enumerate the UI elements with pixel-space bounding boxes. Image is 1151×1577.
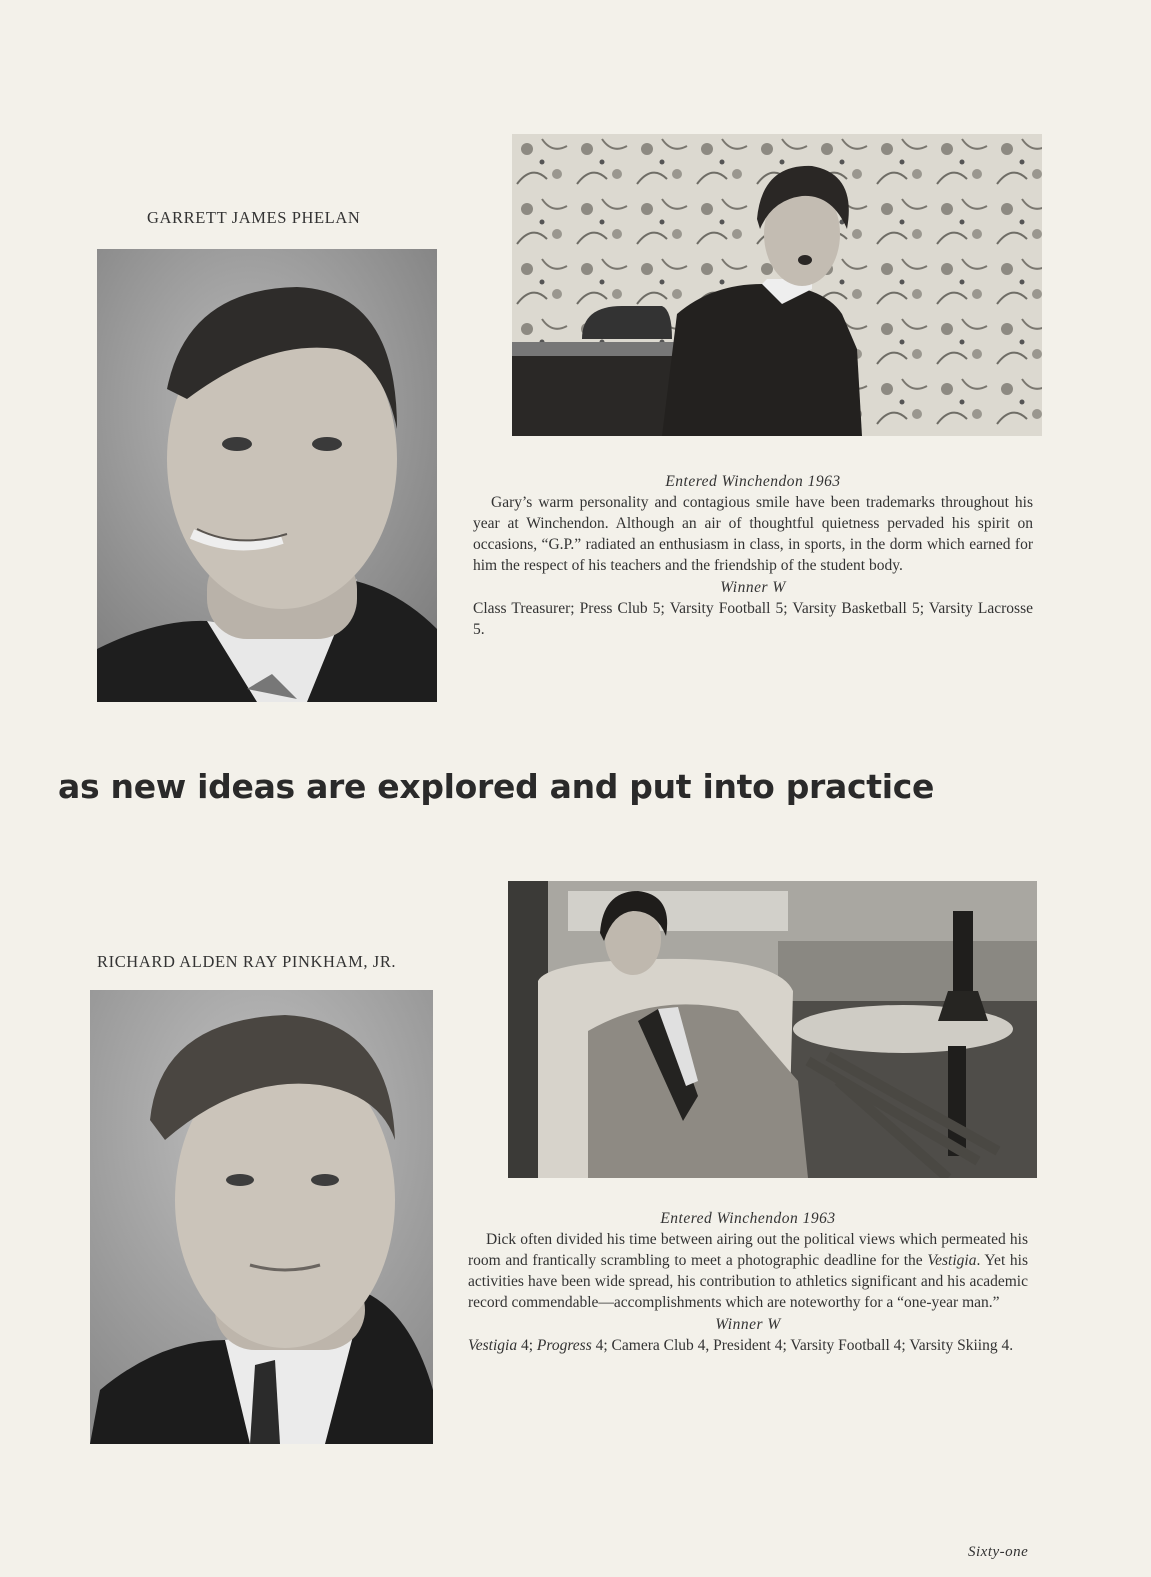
section-tagline: as new ideas are explored and put into practice — [58, 767, 935, 806]
student-name-pinkham: RICHARD ALDEN RAY PINKHAM, JR. — [97, 952, 397, 971]
student-name-phelan: GARRETT JAMES PHELAN — [147, 208, 361, 227]
activity-vestigia: Vestigia — [468, 1337, 518, 1354]
bio-block-phelan — [473, 471, 1033, 640]
bio-text-part: . Yet his activities have been wide spread, his contribution to athletics significant and his academic record commendable—accomplishments which are noteworthy for a “one-year man.” — [468, 1252, 1029, 1311]
bio-text-part: Dick often divided his time between airing out the political views which permeated his room and frantically scrambling to meet a photographic deadline for the — [468, 1231, 1028, 1269]
activities-text: Class Treasurer; Press Club 5; Varsity Football 5; Varsity Basketball 5; Varsity Lacrosse 5. — [473, 600, 1033, 638]
portrait-photo-phelan — [97, 249, 437, 702]
entered-line: Entered Winchendon 1963 — [660, 1210, 836, 1227]
bio-block-pinkham — [468, 1208, 1028, 1356]
entered-line: Entered Winchendon 1963 — [665, 473, 841, 490]
activity-progress: Progress — [536, 1337, 592, 1354]
award-line: Winner W — [720, 579, 786, 596]
bio-text: Gary’s warm personality and contagious smile have been trademarks throughout his year at Winchendon. Although an air of thoughtful quietness pervaded his spirit on occasions, “G.P.” radiated an enthusiasm in class, in sports, in the dorm which earned for him the respect of his teachers and the friendship of the student body. — [473, 494, 1033, 574]
activity-text-part: 4; Camera Club 4, President 4; Varsity Football 4; Varsity Skiing 4. — [591, 1337, 1014, 1354]
bio-publication-name: Vestigia — [927, 1252, 977, 1269]
bio-text — [468, 1229, 1028, 1313]
page-number: Sixty-one — [968, 1544, 1029, 1560]
candid-photo-phelan — [512, 134, 1042, 436]
award-line: Winner W — [715, 1316, 781, 1333]
portrait-photo-pinkham — [90, 990, 433, 1444]
candid-photo-pinkham — [508, 881, 1037, 1178]
activities-text — [468, 1335, 1028, 1356]
activity-text-part: 4; — [517, 1337, 537, 1354]
